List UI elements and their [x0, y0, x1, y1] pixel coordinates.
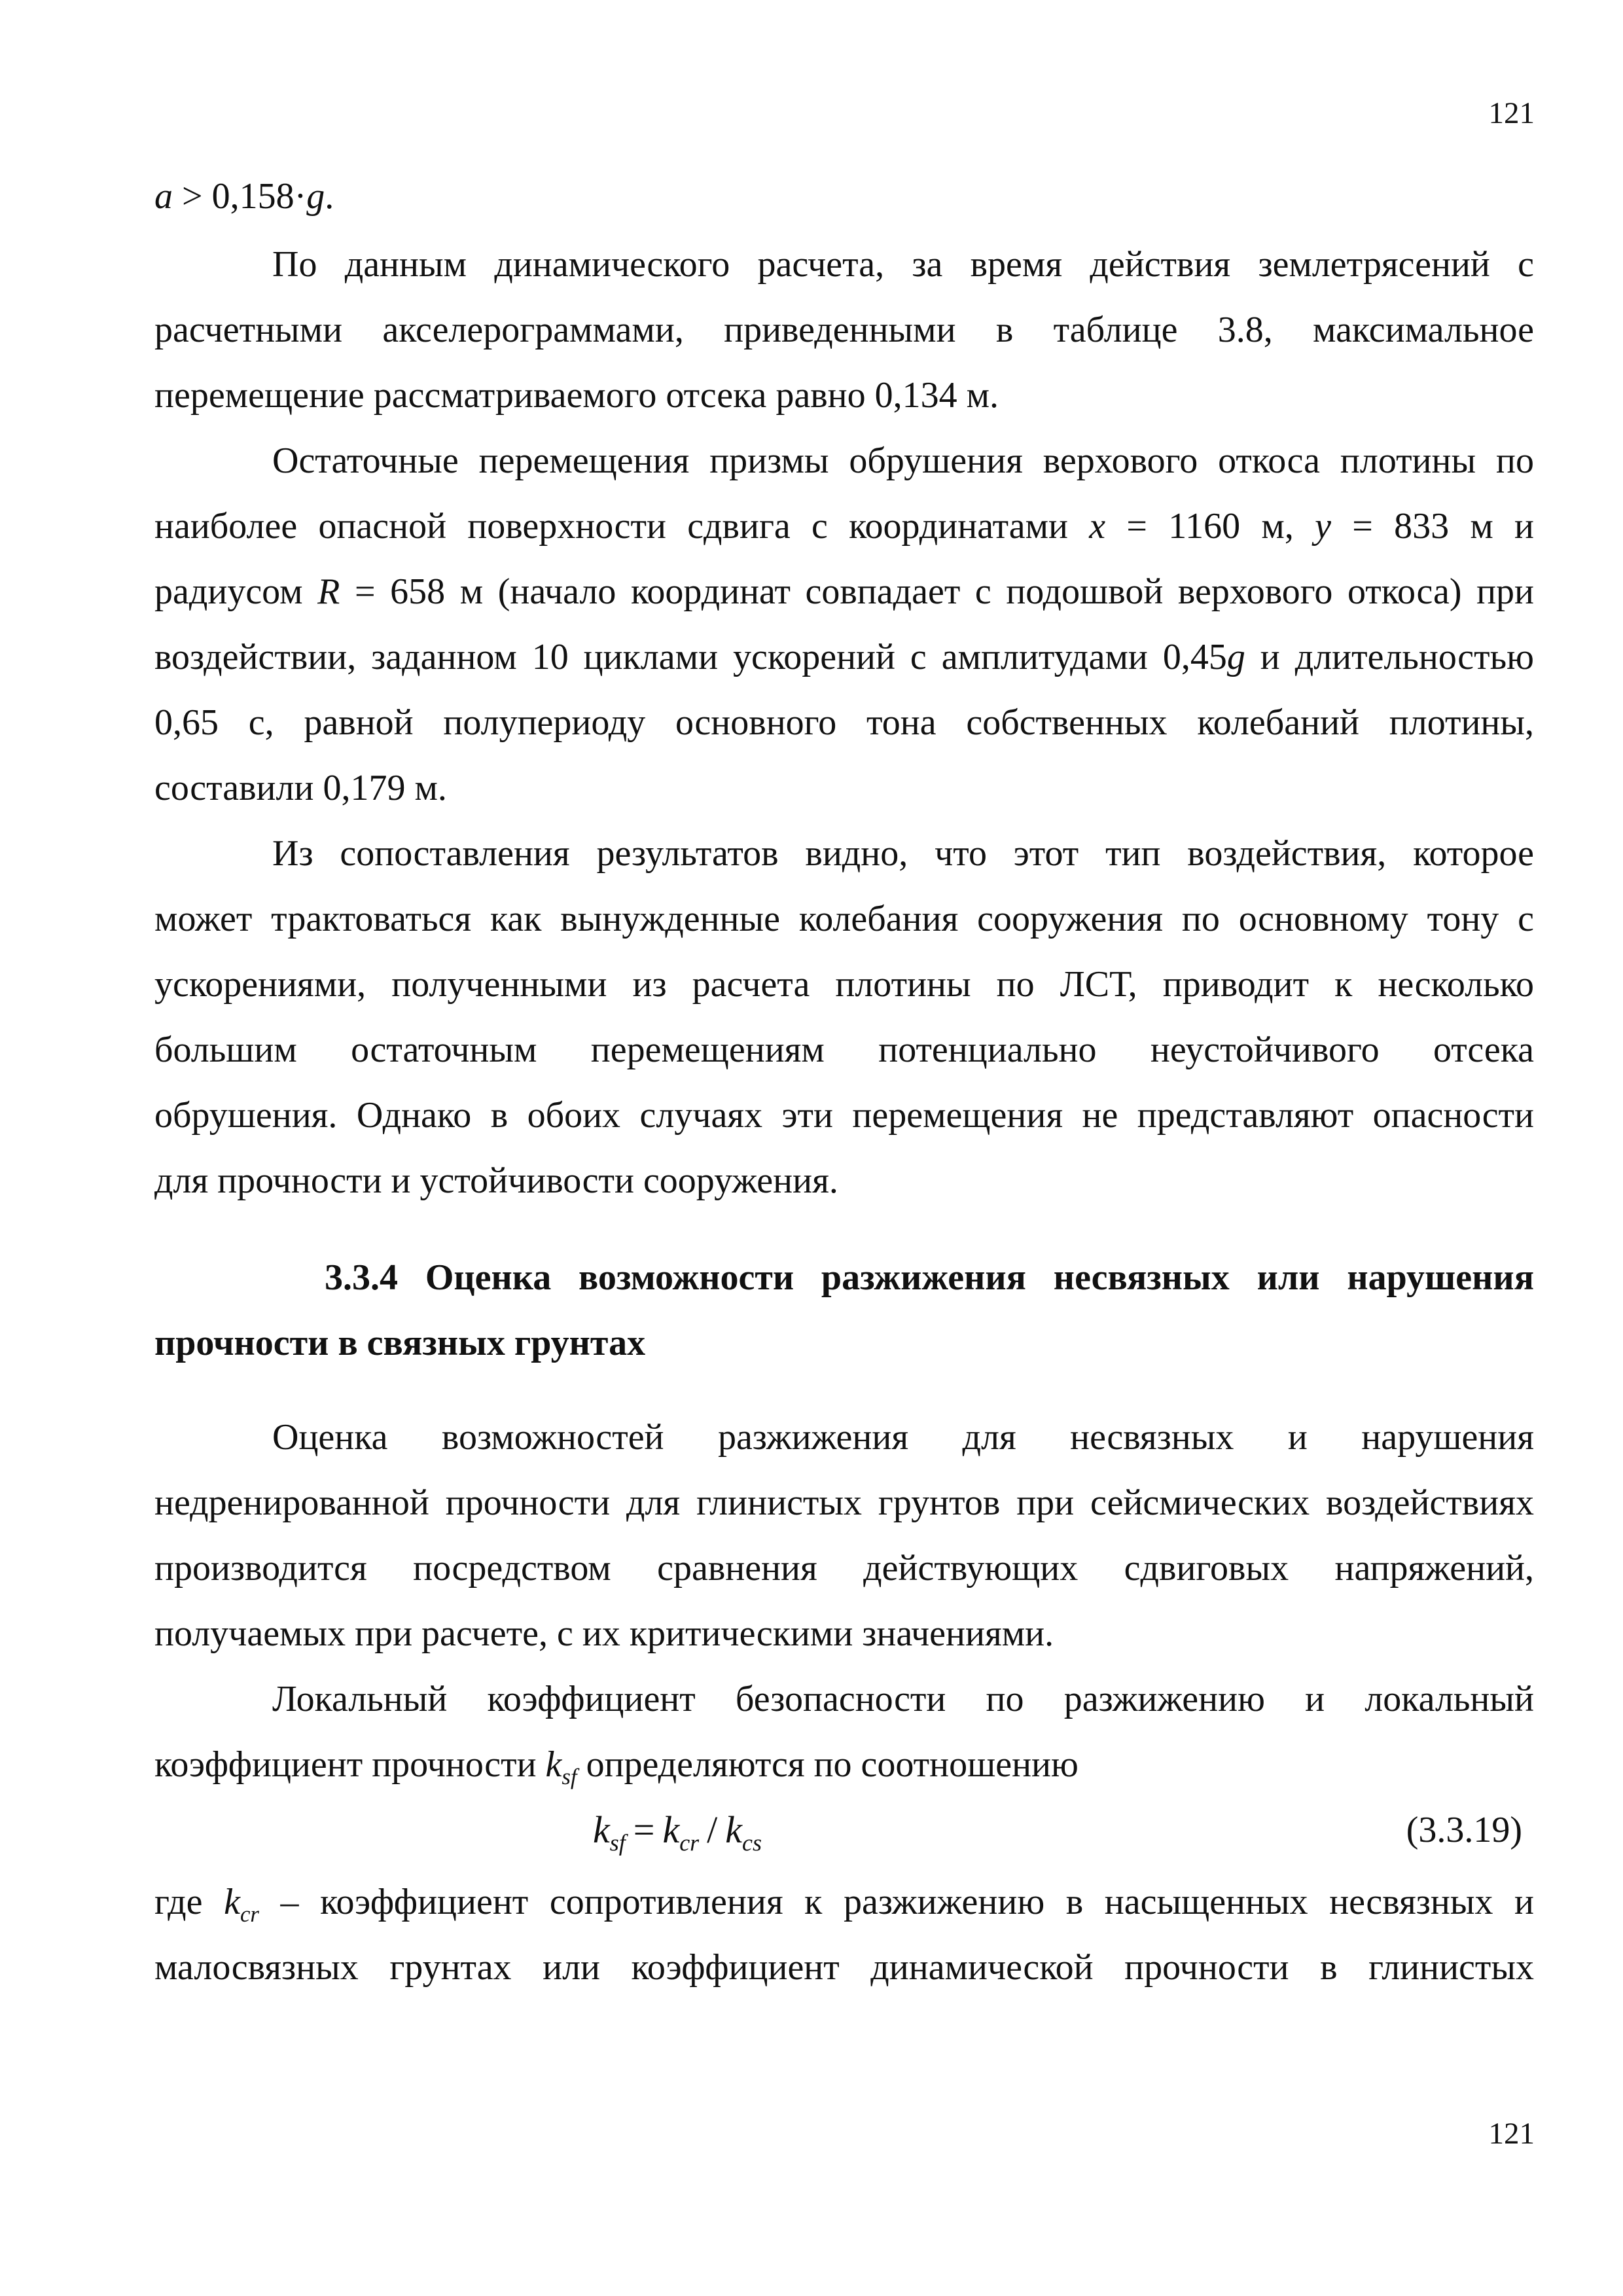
paragraph-line: недренированной прочности для глинистых грунтов при сейсмических воздействиях [154, 1482, 1534, 1523]
var-x: x [1089, 506, 1106, 547]
text-run: = 658 м (начало координат совпадает с подошвой верхового откоса) при [340, 571, 1535, 612]
equals-sign: = [633, 1808, 655, 1851]
section-heading [154, 1245, 1534, 1376]
paragraph-5 [154, 1666, 1534, 1797]
subscript: sf [562, 1764, 577, 1790]
paragraph-line: обрушения. Однако в обоих случаях эти перемещения не представляют опасности [154, 1095, 1534, 1136]
paragraph-line: расчетными акселерограммами, приведенными в таблице 3.8, максимальное [154, 310, 1534, 350]
paragraph-line [154, 559, 1534, 624]
paragraph-line: большим остаточным перемещениям потенциально неустойчивого отсека [154, 1030, 1534, 1070]
paragraph-line: может трактоваться как вынужденные колебания сооружения по основному тону с [154, 899, 1534, 939]
formula-var: k [593, 1808, 610, 1851]
formula-subscript: sf [609, 1829, 626, 1856]
paragraph-line [154, 1869, 1534, 1935]
text-run: = 833 м и [1330, 506, 1534, 547]
formula [593, 1797, 762, 1863]
page-number-bottom: 121 [1488, 2117, 1535, 2151]
var-a: a [154, 176, 173, 217]
formula-subscript: cs [742, 1829, 762, 1856]
formula-subscript: cr [679, 1829, 700, 1856]
division-slash: / [707, 1808, 718, 1851]
paragraph-line: ускорениями, полученными из расчета плотины по ЛСТ, приводит к несколько [154, 964, 1534, 1005]
paragraph-line: Из сопоставления результатов видно, что этот тип воздействия, которое [272, 833, 1534, 874]
expr-dot: . [325, 176, 334, 217]
paragraph-6 [154, 1869, 1534, 2000]
text-run: – коэффициент сопротивления к разжижению в насыщенных несвязных и [259, 1882, 1535, 1922]
page-number-top: 121 [1488, 96, 1535, 130]
paragraph-line [154, 1732, 1534, 1797]
paragraph-3 [154, 821, 1534, 1213]
paragraph-2 [154, 428, 1534, 821]
paragraph-4 [154, 1405, 1534, 1666]
equation-number: (3.3.19) [1406, 1810, 1522, 1850]
paragraph-line: перемещение рассматриваемого отсека равно 0,134 м. [154, 375, 999, 416]
paragraph-line: составили 0,179 м. [154, 768, 447, 808]
paragraph-line: 0,65 с, равной полупериоду основного тона собственных колебаний плотины, [154, 702, 1534, 743]
var-y: y [1315, 506, 1331, 547]
paragraph-line: Остаточные перемещения призмы обрушения верхового откоса плотины по [272, 440, 1534, 481]
text-run: и длительностью [1245, 637, 1534, 677]
paragraph-line: По данным динамического расчета, за время действия землетрясений с [272, 244, 1534, 285]
formula-var: k [662, 1808, 680, 1851]
paragraph-line [154, 624, 1534, 690]
heading-line: прочности в связных грунтах [154, 1323, 646, 1363]
paragraph-line: производится посредством сравнения действующих сдвиговых напряжений, [154, 1548, 1534, 1588]
paragraph-line: получаемых при расчете, с их критическими значениями. [154, 1613, 1054, 1654]
paragraph-line: Локальный коэффициент безопасности по разжижению и локальный [272, 1679, 1534, 1719]
intro-expression [154, 164, 1534, 229]
text-run: наиболее опасной поверхности сдвига с координатами [154, 506, 1090, 547]
subscript: cr [240, 1901, 259, 1928]
expr-text: > 0,158· [173, 176, 307, 217]
text-run: = 1160 м, [1105, 506, 1315, 547]
formula-row [154, 1797, 1534, 1869]
paragraph-line: Оценка возможностей разжижения для несвязных и нарушения [272, 1417, 1534, 1458]
paragraph-line: малосвязных грунтах или коэффициент динамической прочности в глинистых [154, 1947, 1534, 1988]
var-g: g [306, 176, 325, 217]
formula-var: k [725, 1808, 743, 1851]
text-run: коэффициент прочности [154, 1744, 546, 1785]
text-run: где [154, 1882, 224, 1922]
text-run: радиусом [154, 571, 318, 612]
text-run: определяются по соотношению [577, 1744, 1079, 1785]
text-run: воздействии, заданном 10 циклами ускорений с амплитудами 0,45 [154, 637, 1227, 677]
heading-line: 3.3.4 Оценка возможности разжижения несвязных или нарушения [325, 1257, 1534, 1298]
var-k: k [545, 1744, 562, 1785]
var-k: k [224, 1882, 240, 1922]
var-R: R [317, 571, 340, 612]
var-g: g [1226, 637, 1245, 677]
paragraph-line: для прочности и устойчивости сооружения. [154, 1160, 838, 1201]
paragraph-1 [154, 232, 1534, 428]
paragraph-line [154, 493, 1534, 559]
document-body [154, 164, 1534, 2000]
